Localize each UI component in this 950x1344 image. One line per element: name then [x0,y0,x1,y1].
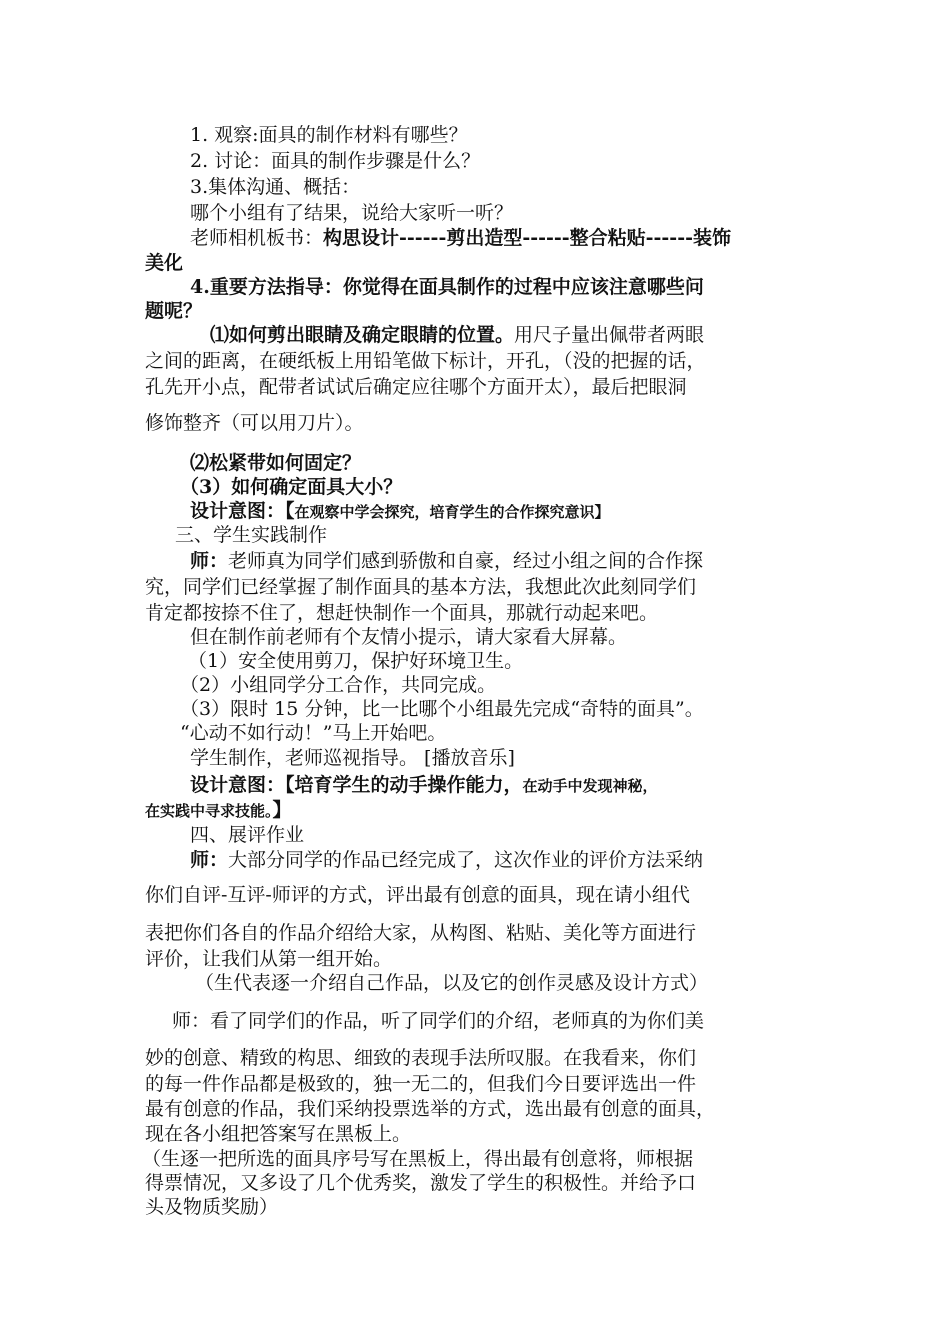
text-line: 哪个小组有了结果，说给大家听一听？ [190,202,514,224]
text-line: 1. 观察:面具的制作材料有哪些？ [190,124,468,146]
text-line: 在实践中寻求技能。】 [145,799,292,821]
text-line: ⑵松紧带如何固定？ [190,452,362,474]
text-line: 孔先开小点，配带者试试后确定应往哪个方面开太），最后把眼洞 [145,376,687,398]
text-line: 评价，让我们从第一组开始。 [145,948,393,970]
text-line: 得票情况，又多设了几个优秀奖，激发了学生的积极性。并给予口 [145,1172,697,1194]
text-line: 师：看了同学们的作品，听了同学们的介绍，老师真的为你们美 [172,1010,705,1032]
text-line: （生代表逐一介绍自己作品，以及它的创作灵感及设计方式） [195,972,709,994]
list-item: （3）限时 15 分钟，比一比哪个小组最先完成“奇特的面具”。 [180,698,704,720]
list-item: （2）小组同学分工合作，共同完成。 [180,674,497,696]
text-line: 你们自评-互评-师评的方式，评出最有创意的面具，现在请小组代 [145,884,690,906]
text-line: （3）如何确定面具大小？ [180,476,403,498]
text-line: 现在各小组把答案写在黑板上。 [145,1123,412,1145]
text-line: 3.集体沟通、概括： [190,176,361,198]
text-line: ⑴如何剪出眼睛及确定眼睛的位置。用尺子量出佩带者两眼 [210,324,705,346]
text-line: 修饰整齐（可以用刀片）。 [145,412,364,434]
text-line: 最有创意的作品，我们采纳投票选举的方式，选出最有创意的面具， [145,1098,716,1120]
text-line: 表把你们各自的作品介绍给大家，从构图、粘贴、美化等方面进行 [145,922,697,944]
text-line: 师：大部分同学的作品已经完成了，这次作业的评价方法采纳 [190,849,704,871]
text-line: 妙的创意、精致的构思、细致的表现手法所叹服。在我看来，你们 [145,1047,697,1069]
board-steps: 构思设计------剪出造型------整合粘贴------装饰 [323,227,731,249]
text-line: 题呢？ [145,300,203,322]
text-line: （生逐一把所选的面具序号写在黑板上，得出最有创意将，师根据 [142,1148,694,1170]
text-line: “心动不如行动！”马上开始吧。 [180,722,447,744]
list-item: （1）安全使用剪刀，保护好环境卫生。 [188,650,524,672]
design-intent: 设计意图：【培育学生的动手操作能力，在动手中发现神秘， [190,774,658,796]
text-line: 美化 [145,252,184,274]
text-line: 2. 讨论：面具的制作步骤是什么？ [190,150,481,172]
text-line: 的每一件作品都是极致的，独一无二的，但我们今日要评选出一件 [145,1073,697,1095]
text-line: 师：老师真为同学们感到骄傲和自豪，经过小组之间的合作探 [190,550,704,572]
text-line: 但在制作前老师有个友情小提示，请大家看大屏幕。 [190,626,628,648]
text-line: 头及物质奖励） [145,1196,279,1218]
text-line: 老师相机板书：构思设计------剪出造型------整合粘贴------装饰 [190,227,731,249]
text-line: 之间的距离，在硬纸板上用铅笔做下标计，开孔，（没的把握的话， [145,350,706,372]
section-heading: 四、展评作业 [190,824,305,846]
section-heading: 三、学生实践制作 [175,524,328,546]
text-line: 肯定都按捺不住了，想赶快制作一个面具，那就行动起来吧。 [145,602,659,624]
section-heading: 4.重要方法指导：你觉得在面具制作的过程中应该注意哪些问 [190,276,704,298]
text-line: 学生制作，老师巡视指导。 [播放音乐] [190,747,515,769]
design-intent: 设计意图：【在观察中学会探究，培育学生的合作探究意识】 [190,500,610,522]
text-line: 究，同学们已经掌握了制作面具的基本方法，我想此次此刻同学们 [145,576,697,598]
